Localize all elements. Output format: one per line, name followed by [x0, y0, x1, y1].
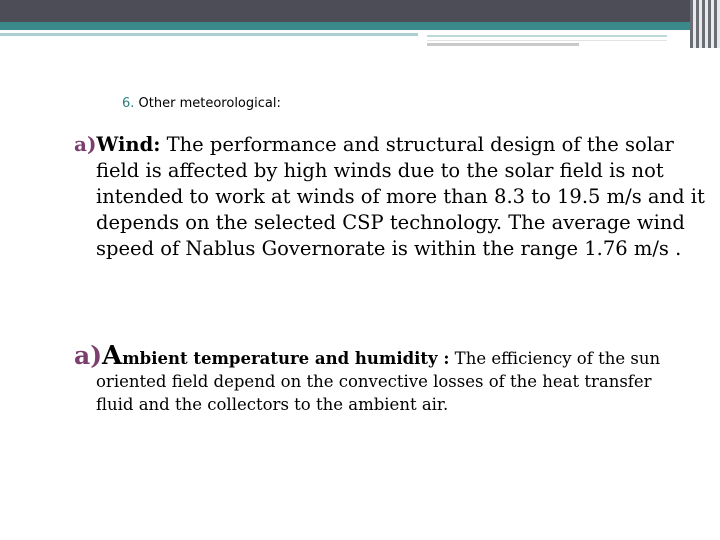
bullet-wind-line: speed of Nablus Governorate is within the range 1.76 m/s .: [96, 237, 682, 260]
bullet-wind: [74, 131, 714, 262]
bullet-wind-term-suffix: :: [153, 133, 161, 156]
header-accent-line: [427, 43, 579, 46]
header-accent-line: [427, 40, 667, 41]
section-heading: [122, 96, 281, 111]
header-band-teal: [0, 22, 720, 30]
bullet-ambient-line: oriented field depend on the convective losses of the heat transfer: [96, 372, 652, 391]
bullet-ambient-line: fluid and the collectors to the ambient air.: [96, 395, 449, 414]
header-accent-line: [0, 33, 418, 36]
bullet-wind-line: field is affected by high winds due to the solar field is not: [96, 159, 664, 182]
header-accent-line: [427, 35, 667, 37]
bullet-wind-line: depends on the selected CSP technology. The average wind: [96, 211, 685, 234]
bullet-wind-first-line: [74, 131, 714, 158]
bullet-marker: a): [74, 132, 97, 156]
bullet-ambient-first-line: [74, 341, 714, 371]
bullet-wind-line: intended to work at winds of more than 8.3 to 19.5 m/s and it: [96, 185, 705, 208]
bullet-wind-term: Wind: [96, 133, 154, 156]
section-heading-text: Other meteorological:: [138, 96, 281, 111]
header-band-dark: [0, 0, 720, 22]
bullet-ambient-term: mbient temperature and humidity :: [122, 349, 450, 368]
bullet-ambient-text: The efficiency of the sun: [449, 349, 661, 368]
bullet-ambient: [74, 341, 714, 416]
header-stripes-decoration: [690, 0, 720, 48]
bullet-ambient-term-initial: A: [102, 341, 123, 371]
bullet-wind-text: The performance and structural design of the solar: [160, 133, 674, 156]
section-heading-number: 6.: [122, 96, 135, 111]
bullet-marker: a): [74, 341, 103, 370]
